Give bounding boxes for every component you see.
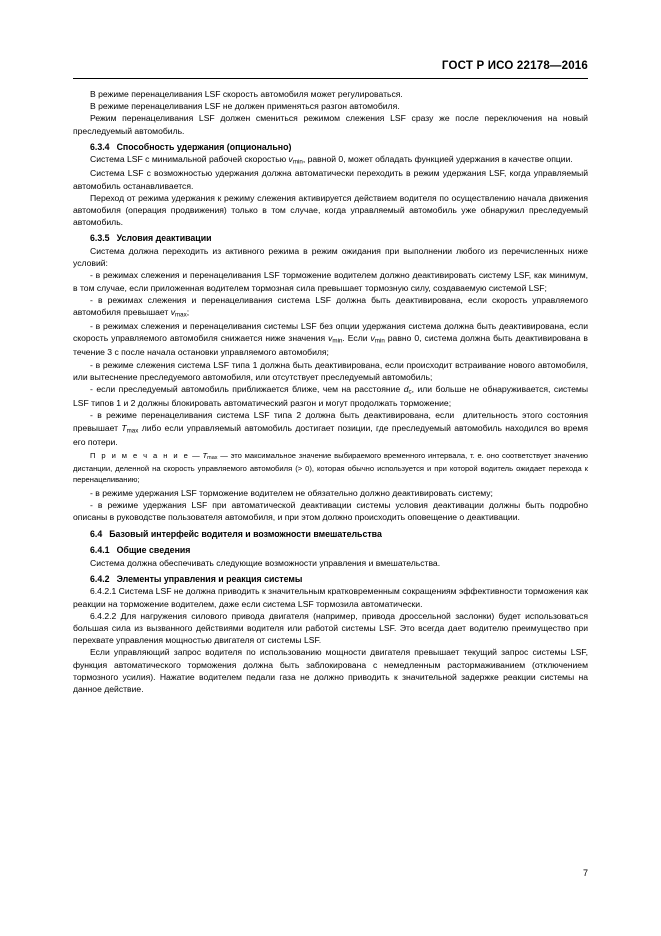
bullet-7: - в режиме удержания LSF торможение водителем не обязательно должно деактивировать систему; — [90, 488, 493, 499]
heading-6-3-5 — [73, 232, 588, 244]
bullet-1: - в режимах слежения и перенацеливания LSF торможение водителем должно деактивировать систему LSF, как минимум, в том случае, если приложенная водителем тормозная сила превышает тормозную силу, создаваемую системой LSF; — [73, 270, 588, 293]
heading-title: Условия деактивации — [116, 233, 212, 244]
page-number: 7 — [582, 868, 588, 878]
paragraph-intro-3: Режим перенацеливания LSF должен смениться режимом слежения LSF сразу же после переключения на новый преследуемый автомобиль. — [73, 113, 588, 136]
paragraph-6-3-5-intro: Система должна переходить из активного режима в режим ожидания при выполнении любого из перечисленных ниже условий: — [73, 245, 588, 269]
heading-6-4-1 — [73, 544, 588, 556]
paragraph-intro-1: В режиме перенацеливания LSF скорость автомобиля может регулироваться. — [90, 89, 403, 99]
bullet-6: - в режиме перенацеливания система LSF типа 2 должна быть деактивирована, если длительность этого состояния превышает $T_{max}$ либо если управляемый автомобиль достигает позиции, где преследуемый автомобиль находился во время его потери. — [73, 410, 588, 447]
heading-number: 6.3.4 — [90, 141, 110, 152]
paragraph-6-4-1-1: Система должна обеспечивать следующие возможности управления и вмешательства. — [90, 557, 441, 568]
paragraph-6-3-4-2: Система LSF с возможностью удержания должна автоматически переходить в режим удержания LSF, когда управляемый автомобиль останавливается. — [73, 168, 588, 191]
bullet-5: - если преследуемый автомобиль приближается ближе, чем на расстояние $d_c$, или больше не обнаруживается, системы LSF типов 1 и 2 должны блокировать автоматический разгон и могут продолжать торможение; — [73, 384, 588, 409]
heading-number: 6.4 — [90, 528, 103, 539]
paragraph-6-4-2-2: 6.4.2.2 Для нагружения силового привода двигателя (например, привода дроссельной заслонки) будет использоваться большая сила из вызванного действиями водителя или работой системы LSF. Это всегда дает водителю преимущество при перехвате управления мощностью двигателя от системы LSF. — [73, 610, 588, 646]
heading-title: Элементы управления и реакция системы — [116, 573, 303, 584]
page-header-standard-title: ГОСТ Р ИСО 22178—2016 — [441, 60, 588, 72]
bullet-4: - в режиме слежения система LSF типа 1 должна быть деактивирована, если происходит встраивание нового автомобиля, или вытеснение преследуемого автомобиля, или отсутствует преследуемый автомобиль; — [73, 359, 588, 382]
heading-title: Базовый интерфейс водителя и возможности вмешательства — [109, 528, 382, 539]
bullet-8: - в режиме удержания LSF при автоматической деактивации системы условия деактивации должны быть подробно описаны в руководстве пользователя автомобиля, и при этом должно происходить оповещение о деактивации. — [73, 500, 588, 523]
note-tmax: П р и м е ч а н и е — $T_{max}$ — это максимальное значение выбираемого временного интервала, т. е. оно соответствует значению дистанции, деленной на скорость управляемого автомобиля (> 0), которая обычно используется и при которой водитель ожидает перехода к перенацеливанию; — [73, 450, 588, 485]
header-divider — [73, 78, 588, 79]
heading-6-4 — [73, 528, 588, 540]
paragraph-6-3-4-3: Переход от режима удержания к режиму слежения активируется действием водителя по осуществлению начала движения автомобиля (операция продвижения) только в том случае, когда управляемый автомобиль уже обнаружил преследуемый автомобиль. — [73, 192, 588, 228]
heading-number: 6.4.1 — [90, 545, 110, 556]
bullet-2: - в режимах слежения и перенацеливания система LSF должна быть деактивирована, если скорость управляемого автомобиля превышает $v_{max}$; — [73, 294, 588, 319]
paragraph-6-4-2-1: 6.4.2.1 Система LSF не должна приводить к значительным кратковременным сокращениям эффективности торможения как реакции на торможение водителем, даже если система LSF тормозила автоматически. — [73, 586, 588, 609]
heading-number: 6.4.2 — [90, 573, 110, 584]
paragraph-6-3-4-1: Система LSF с минимальной рабочей скоростью $v_{min}$, равной 0, может обладать функцией удержания в качестве опции. — [90, 154, 573, 166]
heading-6-3-4 — [73, 141, 588, 153]
paragraph-6-4-2-3: Если управляющий запрос водителя по использованию мощности двигателя превышает текущий запрос системы LSF, функция автоматического торможения должна быть заблокирована с немедленным растормаживанием (отключением тормозного усилия). Нажатие водителем педали газа не должно приводить к значительной задержке реакции системы на данное действие. — [73, 647, 588, 694]
heading-number: 6.3.5 — [90, 233, 110, 244]
paragraph-intro-2: В режиме перенацеливания LSF не должен применяться разгон автомобиля. — [90, 101, 400, 112]
bullet-3: - в режимах слежения и перенацеливания системы LSF без опции удержания система должна быть деактивирована, если скорость управляемого автомобиля снижается ниже значения $v_{min}$. Если $v_{min}$ равно 0, система должна быть деактивирована в течение 3 с после начала остановки управляемого автомобиля; — [73, 321, 588, 358]
heading-6-4-2 — [73, 573, 588, 585]
heading-title: Общие сведения — [116, 545, 191, 556]
document-body — [73, 88, 588, 695]
heading-title: Способность удержания (опционально) — [116, 141, 292, 152]
